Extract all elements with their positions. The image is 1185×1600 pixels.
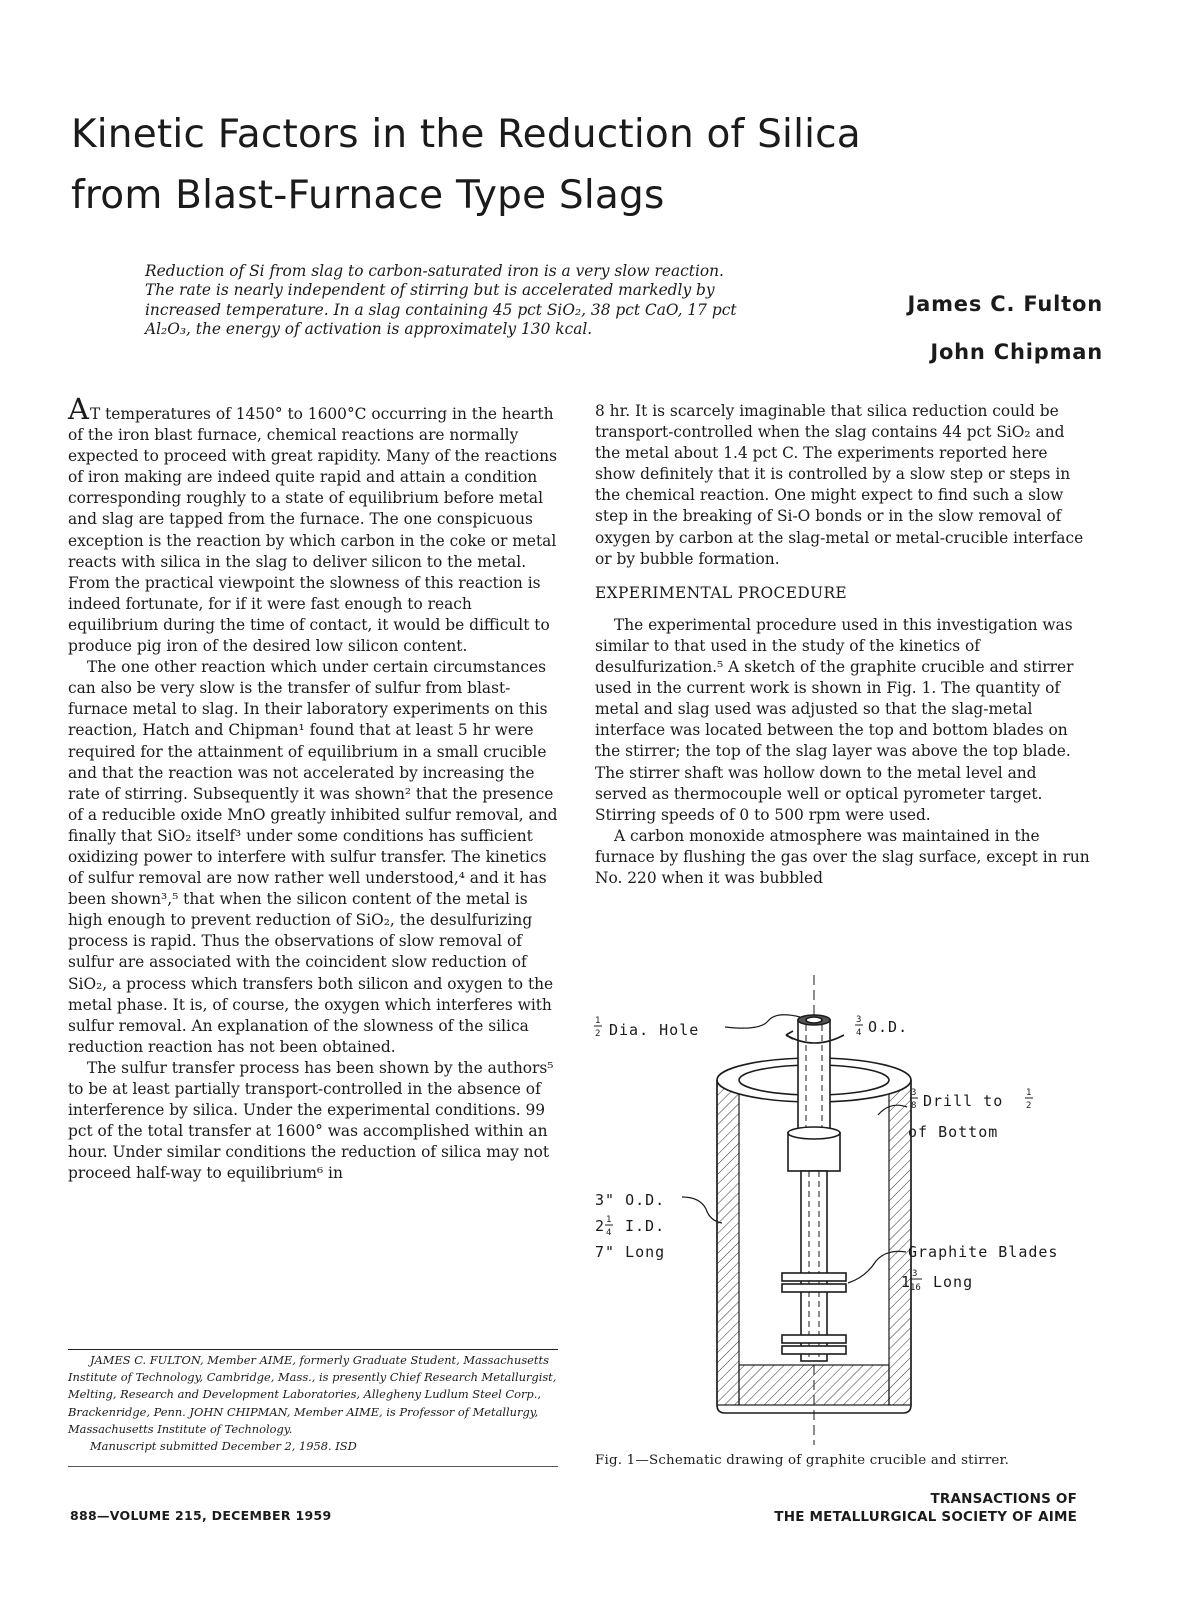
blades-frac-den: 16 bbox=[910, 1283, 921, 1293]
title-line-2: from Blast-Furnace Type Slags bbox=[71, 173, 665, 218]
label-crucible-od: 3" O.D. bbox=[595, 1191, 666, 1209]
author-2: John Chipman bbox=[930, 340, 1103, 364]
label-blades-whole: 1 bbox=[901, 1273, 912, 1291]
footer-journal-line-1: TRANSACTIONS OF bbox=[930, 1491, 1077, 1507]
left-column bbox=[68, 392, 558, 1184]
footnote-bottom-rule bbox=[68, 1466, 558, 1467]
title-line-1: Kinetic Factors in the Reduction of Silica bbox=[71, 112, 861, 157]
abstract bbox=[145, 262, 757, 340]
manuscript-note: Manuscript submitted December 2, 1958. ISD bbox=[90, 1439, 357, 1454]
label-crucible-length: 7" Long bbox=[595, 1243, 666, 1261]
abstract-text: Reduction of Si from slag to carbon-saturated iron is a very slow reaction. The rate is nearly independent of stirring but is accelerated markedly by increased temperature. In a slag containing 45 pct SiO₂, 38 pct CaO, 17 pct Al₂O₃, the energy of activation is approximately 130 kcal. bbox=[145, 262, 737, 339]
footnote-text: JAMES C. FULTON, Member AIME, formerly Graduate Student, Massachusetts Institute of Technology, Cambridge, Mass., is presently Chief Research Metallurgist, Melting, Research and Development Laboratories, Allegheny Ludlum Steel Corp., Brackenridge, Penn. JOHN CHIPMAN, Member AIME, is Professor of Metallurgy, Massachusetts Institute of Technology. bbox=[68, 1353, 557, 1436]
paragraph-intro-text: T temperatures of 1450° to 1600°C occurring in the hearth of the iron blast furnace, chemical reactions are normally expected to proceed with great rapidity. Many of the reactions of iron making are indeed quite rapid and attain a condition corresponding roughly to a state of equilibrium before metal and slag are tapped from the furnace. The one conspicuous exception is the reaction by which carbon in the coke or metal reacts with silica in the slag to deliver silicon to the metal. From the practical viewpoint the slowness of this reaction is indeed fortunate, for if it were fast enough to reach equilibrium during the time of contact, it would be difficult to produce pig iron of the desired low silicon content. bbox=[68, 405, 557, 656]
drill-frac1-num: 3 bbox=[911, 1088, 917, 1098]
label-graphite-blades: Graphite Blades bbox=[908, 1243, 1059, 1261]
label-dia-hole: Dia. Hole bbox=[609, 1021, 700, 1039]
footer-journal-line-2: THE METALLURGICAL SOCIETY OF AIME bbox=[774, 1509, 1077, 1525]
crucible-drawing bbox=[682, 975, 911, 1445]
footer-journal bbox=[774, 1490, 1077, 1526]
paragraph-transport: The sulfur transfer process has been shown by the authors⁵ to be at least partially transport-controlled in the absence of interference by silica. Under the experimental conditions. 99 pct of the total transfer at 1600° was accomplished within an hour. Under similar conditions the reduction of silica may not proceed half-way to equilibrium⁶ in bbox=[68, 1058, 554, 1183]
footnote-rule bbox=[68, 1349, 558, 1350]
label-crucible-id: I.D. bbox=[625, 1217, 666, 1235]
label-drill: Drill to bbox=[923, 1092, 1004, 1110]
label-of-bottom: of Bottom bbox=[908, 1123, 999, 1141]
footer-volume: 888—VOLUME 215, DECEMBER 1959 bbox=[70, 1508, 332, 1523]
section-heading: EXPERIMENTAL PROCEDURE bbox=[595, 583, 848, 602]
label-shaft-od: O.D. bbox=[868, 1018, 909, 1036]
paragraph-intro bbox=[68, 392, 558, 657]
blades-frac-num: 3 bbox=[912, 1269, 918, 1279]
paragraph-continuation: 8 hr. It is scarcely imaginable that silica reduction could be transport-controlled when the slag contains 44 pct SiO₂ and the metal about 1.4 pct C. The experiments reported here show definitely that it is controlled by a slow step or steps in the chemical reaction. One might expect to find such a slow step in the breaking of Si-O bonds or in the slow removal of oxygen by carbon at the slag-metal or metal-crucible interface or by bubble formation. bbox=[595, 402, 1084, 568]
hole-frac-den: 2 bbox=[595, 1029, 601, 1039]
paragraph-atmosphere: A carbon monoxide atmosphere was maintained in the furnace by flushing the gas over the slag surface, except in run No. 220 when it was bubbled bbox=[595, 826, 1090, 887]
article-title bbox=[71, 104, 971, 226]
paragraph-procedure: The experimental procedure used in this investigation was similar to that used in the study of the kinetics of desulfurization.⁵ A sketch of the graphite crucible and stirrer used in the current work is shown in Fig. 1. The quantity of metal and slag used was adjusted so that the slag-metal interface was located between the top and bottom blades on the stirrer; the top of the slag layer was above the top blade. The stirrer shaft was hollow down to the metal level and served as thermocouple well or optical pyrometer target. Stirring speeds of 0 to 500 rpm were used. bbox=[595, 615, 1074, 824]
hole-frac-num: 1 bbox=[595, 1016, 601, 1026]
author-footnote bbox=[68, 1352, 558, 1455]
od-frac-den: 4 bbox=[856, 1028, 862, 1038]
drop-cap: A bbox=[68, 392, 89, 426]
label-blades-length: Long bbox=[933, 1273, 974, 1291]
paragraph-sulfur: The one other reaction which under certain circumstances can also be very slow is the transfer of sulfur from blast-furnace metal to slag. In their laboratory experiments on this reaction, Hatch and Chipman¹ found that at least 5 hr were required for the attainment of equilibrium in a small crucible and that the reaction was not accelerated by increasing the rate of stirring. Subsequently it was shown² that the presence of a reducible oxide MnO greatly inhibited sulfur removal, and finally that SiO₂ itself³ under some conditions has sufficient oxidizing power to interfere with sulfur transfer. The kinetics of sulfur removal are now rather well understood,⁴ and it has been shown³,⁵ that when the silicon content of the metal is high enough to prevent reduction of SiO₂, the desulfurizing process is rapid. Thus the observations of slow removal of sulfur are associated with the coincident slow reduction of SiO₂, a process which transfers both silicon and oxygen to the metal phase. It is, of course, the oxygen which interferes with sulfur removal. An explanation of the slowness of the silica reduction reaction has not been obtained. bbox=[68, 658, 558, 1056]
id-frac-den: 4 bbox=[606, 1228, 612, 1238]
drill-frac2-num: 1 bbox=[1026, 1088, 1032, 1098]
od-frac-num: 3 bbox=[856, 1015, 862, 1025]
right-column bbox=[595, 401, 1090, 889]
drill-frac2-den: 2 bbox=[1026, 1101, 1032, 1111]
figure-caption: Fig. 1—Schematic drawing of graphite crucible and stirrer. bbox=[595, 1453, 1010, 1468]
drill-frac1-den: 8 bbox=[911, 1101, 917, 1111]
author-1: James C. Fulton bbox=[907, 292, 1103, 316]
label-id-whole: 2 bbox=[595, 1217, 606, 1235]
id-frac-num: 1 bbox=[606, 1215, 612, 1225]
crucible-figure bbox=[590, 965, 1110, 1445]
